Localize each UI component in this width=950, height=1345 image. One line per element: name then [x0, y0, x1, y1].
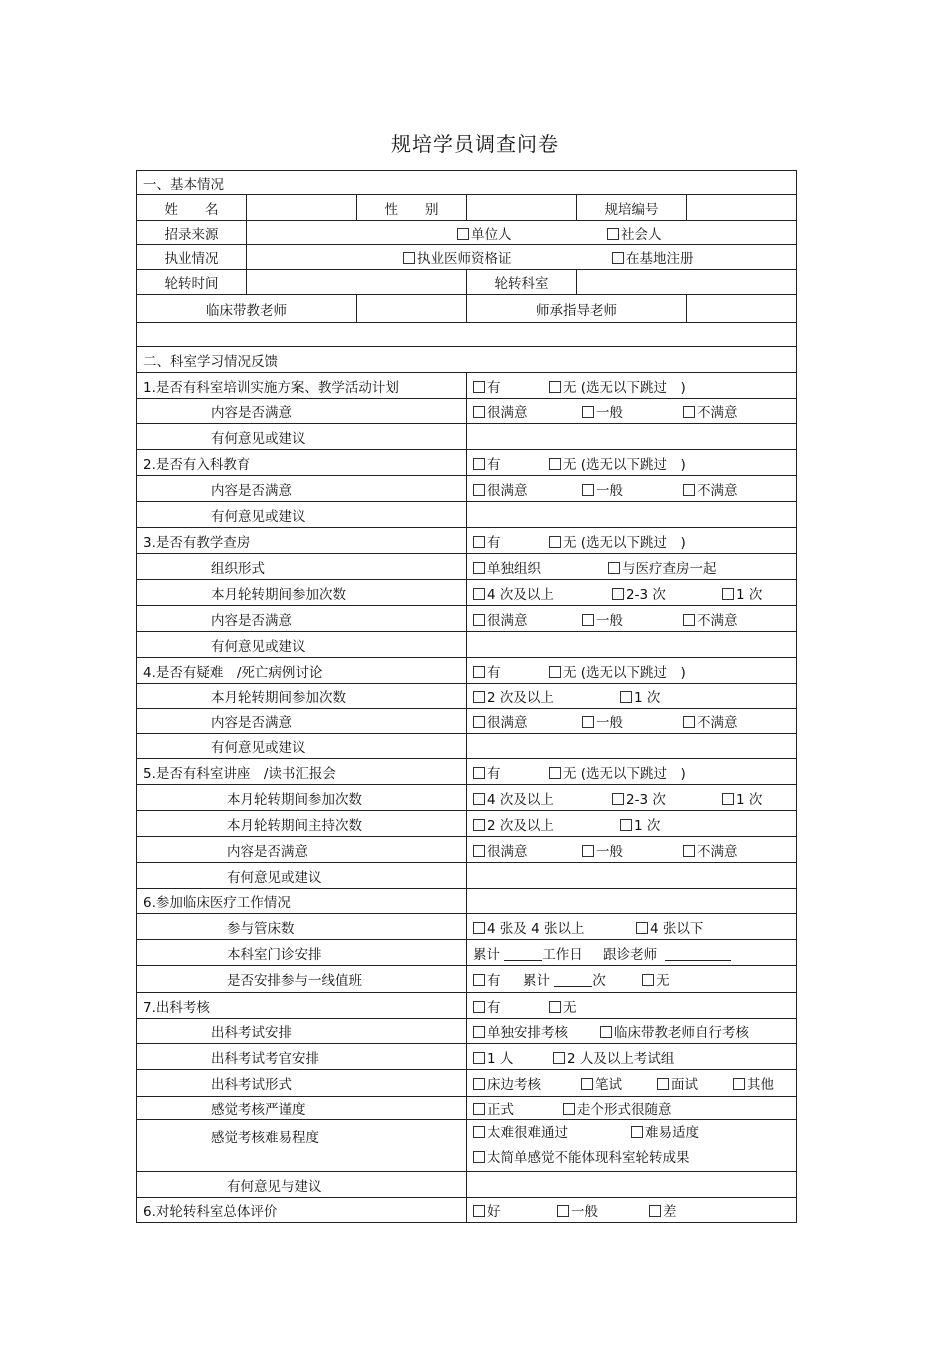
answer-field[interactable] [467, 1172, 797, 1198]
question-row [137, 1070, 797, 1097]
question-row [137, 399, 797, 424]
question-label: 3.是否有教学查房 [137, 528, 467, 554]
option-not-satisfied[interactable]: 不满意 [683, 479, 738, 499]
rotation-time-label: 轮转时间 [137, 270, 247, 295]
checkbox[interactable] [557, 1205, 569, 1217]
clinic-teacher-input[interactable] [665, 948, 731, 961]
name-row [137, 195, 797, 221]
checkbox[interactable] [612, 793, 624, 805]
gender-field[interactable] [467, 195, 577, 221]
question-label: 4.是否有疑难 /死亡病例讨论 [137, 658, 467, 684]
question-row [137, 1172, 797, 1198]
question-label: 本月轮转期间参加次数 [137, 580, 467, 606]
option-yes[interactable]: 有 [473, 661, 549, 681]
id-field[interactable] [687, 195, 797, 221]
question-label: 5.是否有科室讲座 /读书汇报会 [137, 759, 467, 785]
checkbox[interactable] [549, 767, 561, 779]
question-row [137, 450, 797, 476]
option-good[interactable]: 好 [473, 1200, 557, 1220]
option-very-satisfied[interactable]: 很满意 [473, 609, 582, 629]
checkbox[interactable] [549, 1001, 561, 1013]
duty-times-label: 次 [592, 973, 606, 989]
checkbox[interactable] [553, 1052, 565, 1064]
teacher-row [137, 295, 797, 323]
option-other[interactable]: 其他 [733, 1073, 774, 1093]
question-row [137, 940, 797, 966]
duty-total-label: 累计 [523, 973, 550, 989]
checkbox[interactable] [636, 922, 648, 934]
option-1[interactable]: 1 次 [620, 686, 660, 706]
question-row [137, 373, 797, 399]
source-label: 招录来源 [137, 221, 247, 245]
clinical-teacher-label: 临床带教老师 [137, 295, 357, 323]
checkbox[interactable] [549, 536, 561, 548]
option-written[interactable]: 笔试 [581, 1073, 657, 1093]
checkbox[interactable] [582, 845, 594, 857]
answer-field[interactable] [467, 734, 797, 759]
option-yes[interactable]: 有 [473, 531, 549, 551]
option-very-satisfied[interactable]: 很满意 [473, 401, 582, 421]
option-yes[interactable]: 有 [473, 453, 549, 473]
question-label: 1.是否有科室培训实施方案、教学活动计划 [137, 373, 467, 399]
question-label: 出科考试考官安排 [137, 1044, 467, 1070]
clinic-total-label: 累计 [473, 946, 500, 963]
clinic-days-label: 工作日 [542, 946, 583, 963]
checkbox[interactable] [473, 588, 485, 600]
option-separate-exam[interactable]: 单独安排考核 [473, 1021, 600, 1041]
checkbox[interactable] [473, 691, 485, 703]
question-label: 有何意见与建议 [137, 1172, 467, 1198]
blank-row [137, 323, 797, 347]
answer-field[interactable] [467, 863, 797, 889]
practice-option-registered[interactable]: 在基地注册 [612, 247, 694, 267]
option-yes[interactable]: 有 [473, 762, 549, 782]
option-moderate[interactable]: 难易适度 [631, 1121, 699, 1146]
question-row [137, 785, 797, 811]
question-row [137, 476, 797, 502]
answer-field[interactable] [467, 424, 797, 450]
question-row [137, 993, 797, 1019]
question-row [137, 658, 797, 684]
question-row [137, 424, 797, 450]
question-row [137, 606, 797, 632]
checkbox[interactable] [612, 588, 624, 600]
question-label: 本月轮转期间参加次数 [137, 684, 467, 709]
option-2-3[interactable]: 2-3 次 [612, 583, 722, 603]
question-label: 组织形式 [137, 554, 467, 580]
practice-label: 执业情况 [137, 245, 247, 270]
question-label: 内容是否满意 [137, 709, 467, 734]
checkbox[interactable] [473, 614, 485, 626]
option-not-satisfied[interactable]: 不满意 [683, 840, 738, 860]
question-row [137, 759, 797, 785]
mentor-label: 师承指导老师 [467, 295, 687, 323]
question-label: 7.出科考核 [137, 993, 467, 1019]
section2-heading: 二、科室学习情况反馈 [137, 347, 797, 373]
checkbox[interactable] [473, 458, 485, 470]
option-too-easy[interactable]: 太简单感觉不能体现科室轮转成果 [473, 1146, 690, 1171]
duty-times-input[interactable] [554, 974, 592, 987]
practice-option-license[interactable]: 执业医师资格证 [403, 247, 612, 267]
option-normal[interactable]: 一般 [582, 711, 683, 731]
question-label: 出科考试形式 [137, 1070, 467, 1097]
checkbox[interactable] [473, 381, 485, 393]
option-with-rounds[interactable]: 与医疗查房一起 [608, 557, 717, 577]
question-label: 6.参加临床医疗工作情况 [137, 889, 467, 914]
rotation-dept-field[interactable] [577, 270, 797, 295]
checkbox[interactable] [563, 1103, 575, 1115]
option-not-satisfied[interactable]: 不满意 [683, 609, 738, 629]
checkbox[interactable] [473, 845, 485, 857]
question-label: 本科室门诊安排 [137, 940, 467, 966]
answer-field[interactable] [467, 502, 797, 528]
option-too-hard[interactable]: 太难很难通过 [473, 1121, 631, 1146]
rotation-dept-label: 轮转科室 [467, 270, 577, 295]
checkbox[interactable] [473, 1001, 485, 1013]
option-no-skip[interactable]: 无 (选无以下跳过 ) [549, 661, 686, 681]
gender-label: 性 别 [357, 195, 467, 221]
question-row [137, 709, 797, 734]
option-not-satisfied[interactable]: 不满意 [683, 401, 738, 421]
page-title: 规培学员调查问卷 [391, 132, 559, 156]
rotation-row [137, 270, 797, 295]
option-2-plus[interactable]: 2 次及以上 [473, 814, 620, 834]
option-no[interactable]: 无 [549, 996, 577, 1016]
checkbox[interactable] [473, 1078, 485, 1090]
checkbox[interactable] [612, 252, 624, 264]
question-label: 内容是否满意 [137, 399, 467, 424]
question-row [137, 1019, 797, 1044]
question-label: 有何意见或建议 [137, 502, 467, 528]
question-label: 是否安排参与一线值班 [137, 966, 467, 993]
question-row [137, 528, 797, 554]
source-row [137, 221, 797, 245]
option-casual[interactable]: 走个形式很随意 [563, 1098, 672, 1118]
id-label: 规培编号 [577, 195, 687, 221]
option-average[interactable]: 一般 [557, 1200, 649, 1220]
option-1[interactable]: 1 次 [620, 814, 660, 834]
question-row [137, 1097, 797, 1120]
checkbox[interactable] [403, 252, 415, 264]
checkbox[interactable] [683, 406, 695, 418]
question-row [137, 684, 797, 709]
option-independent[interactable]: 单独组织 [473, 557, 608, 577]
question-row [137, 734, 797, 759]
question-row [137, 580, 797, 606]
question-label: 内容是否满意 [137, 837, 467, 863]
section2-heading-row [137, 347, 797, 373]
option-1[interactable]: 1 次 [722, 788, 762, 808]
checkbox[interactable] [631, 1126, 643, 1138]
name-label: 姓 名 [137, 195, 247, 221]
checkbox[interactable] [683, 716, 695, 728]
option-normal[interactable]: 一般 [582, 401, 683, 421]
checkbox[interactable] [608, 562, 620, 574]
option-no-skip[interactable]: 无 (选无以下跳过 ) [549, 376, 686, 396]
checkbox[interactable] [683, 484, 695, 496]
question-label: 感觉考核严谨度 [137, 1097, 467, 1120]
option-4-plus[interactable]: 4 次及以上 [473, 583, 612, 603]
question-label: 有何意见或建议 [137, 734, 467, 759]
option-2-3[interactable]: 2-3 次 [612, 788, 722, 808]
question-row [137, 811, 797, 837]
checkbox[interactable] [620, 691, 632, 703]
checkbox[interactable] [473, 1052, 485, 1064]
option-one-examiner[interactable]: 1 人 [473, 1047, 553, 1067]
checkbox[interactable] [582, 614, 594, 626]
question-label: 6.对轮转科室总体评价 [137, 1198, 467, 1223]
checkbox[interactable] [473, 716, 485, 728]
option-not-satisfied[interactable]: 不满意 [683, 711, 738, 731]
mentor-field[interactable] [687, 295, 797, 323]
checkbox[interactable] [582, 716, 594, 728]
checkbox[interactable] [473, 1151, 485, 1163]
option-yes[interactable]: 有 [473, 969, 523, 989]
rotation-time-field[interactable] [247, 270, 467, 295]
answer-field [467, 889, 797, 914]
option-2-plus[interactable]: 2 次及以上 [473, 686, 620, 706]
option-no-skip[interactable]: 无 (选无以下跳过 ) [549, 531, 686, 551]
source-option-unit[interactable]: 单位人 [457, 223, 607, 243]
question-row [137, 966, 797, 993]
survey-table [136, 170, 797, 1223]
checkbox[interactable] [473, 767, 485, 779]
checkbox[interactable] [473, 974, 485, 986]
checkbox[interactable] [582, 406, 594, 418]
clinic-days-input[interactable] [504, 948, 542, 961]
question-label: 本月轮转期间主持次数 [137, 811, 467, 837]
option-no-skip[interactable]: 无 (选无以下跳过 ) [549, 453, 686, 473]
option-very-satisfied[interactable]: 很满意 [473, 840, 582, 860]
checkbox[interactable] [473, 1205, 485, 1217]
question-label: 本月轮转期间参加次数 [137, 785, 467, 811]
checkbox[interactable] [473, 793, 485, 805]
name-field[interactable] [247, 195, 357, 221]
option-normal[interactable]: 一般 [582, 609, 683, 629]
checkbox[interactable] [549, 381, 561, 393]
question-label: 2.是否有入科教育 [137, 450, 467, 476]
checkbox[interactable] [683, 845, 695, 857]
option-no[interactable]: 无 [642, 969, 670, 989]
checkbox[interactable] [473, 536, 485, 548]
checkbox[interactable] [581, 1078, 593, 1090]
question-row [137, 914, 797, 940]
option-bedside[interactable]: 床边考核 [473, 1073, 581, 1093]
section1-heading: 一、基本情况 [137, 171, 797, 195]
checkbox[interactable] [549, 458, 561, 470]
checkbox[interactable] [600, 1026, 612, 1038]
option-very-satisfied[interactable]: 很满意 [473, 479, 582, 499]
option-1[interactable]: 1 次 [722, 583, 762, 603]
checkbox[interactable] [473, 484, 485, 496]
question-row [137, 863, 797, 889]
question-label: 有何意见或建议 [137, 424, 467, 450]
checkbox[interactable] [607, 228, 619, 240]
option-very-satisfied[interactable]: 很满意 [473, 711, 582, 731]
checkbox[interactable] [473, 1026, 485, 1038]
checkbox[interactable] [657, 1078, 669, 1090]
checkbox[interactable] [473, 406, 485, 418]
question-row [137, 632, 797, 658]
question-label: 出科考试安排 [137, 1019, 467, 1044]
clinic-teacher-label: 跟诊老师 [603, 946, 658, 963]
option-formal[interactable]: 正式 [473, 1098, 563, 1118]
checkbox[interactable] [620, 819, 632, 831]
option-interview[interactable]: 面试 [657, 1073, 733, 1093]
question-row [137, 554, 797, 580]
question-row [137, 1044, 797, 1070]
checkbox[interactable] [683, 614, 695, 626]
question-label: 感觉考核难易程度 [137, 1120, 467, 1172]
option-teacher-exam[interactable]: 临床带教老师自行考核 [600, 1021, 749, 1041]
option-no-skip[interactable]: 无 (选无以下跳过 ) [549, 762, 686, 782]
question-label: 有何意见或建议 [137, 632, 467, 658]
question-row [137, 1120, 797, 1172]
option-yes[interactable]: 有 [473, 376, 549, 396]
option-normal[interactable]: 一般 [582, 479, 683, 499]
question-row [137, 837, 797, 863]
option-normal[interactable]: 一般 [582, 840, 683, 860]
option-4-plus[interactable]: 4 次及以上 [473, 788, 612, 808]
checkbox[interactable] [473, 562, 485, 574]
checkbox[interactable] [549, 666, 561, 678]
option-yes[interactable]: 有 [473, 996, 549, 1016]
checkbox[interactable] [473, 1126, 485, 1138]
checkbox[interactable] [642, 974, 654, 986]
question-row [137, 1198, 797, 1223]
question-row [137, 889, 797, 914]
checkbox[interactable] [733, 1078, 745, 1090]
option-4-beds-plus[interactable]: 4 张及 4 张以上 [473, 917, 636, 937]
checkbox[interactable] [649, 1205, 661, 1217]
checkbox[interactable] [473, 922, 485, 934]
option-examiner-group[interactable]: 2 人及以上考试组 [553, 1047, 674, 1067]
practice-row [137, 245, 797, 270]
section1-heading-row [137, 171, 797, 195]
clinical-teacher-field[interactable] [357, 295, 467, 323]
option-under-4-beds[interactable]: 4 张以下 [636, 917, 703, 937]
question-label: 内容是否满意 [137, 476, 467, 502]
question-label: 参与管床数 [137, 914, 467, 940]
checkbox[interactable] [722, 793, 734, 805]
option-poor[interactable]: 差 [649, 1200, 677, 1220]
source-option-social[interactable]: 社会人 [607, 223, 662, 243]
checkbox[interactable] [473, 666, 485, 678]
checkbox[interactable] [473, 819, 485, 831]
answer-field[interactable] [467, 632, 797, 658]
checkbox[interactable] [722, 588, 734, 600]
checkbox[interactable] [457, 228, 469, 240]
question-label: 内容是否满意 [137, 606, 467, 632]
question-label: 有何意见或建议 [137, 863, 467, 889]
checkbox[interactable] [582, 484, 594, 496]
checkbox[interactable] [473, 1103, 485, 1115]
question-row [137, 502, 797, 528]
